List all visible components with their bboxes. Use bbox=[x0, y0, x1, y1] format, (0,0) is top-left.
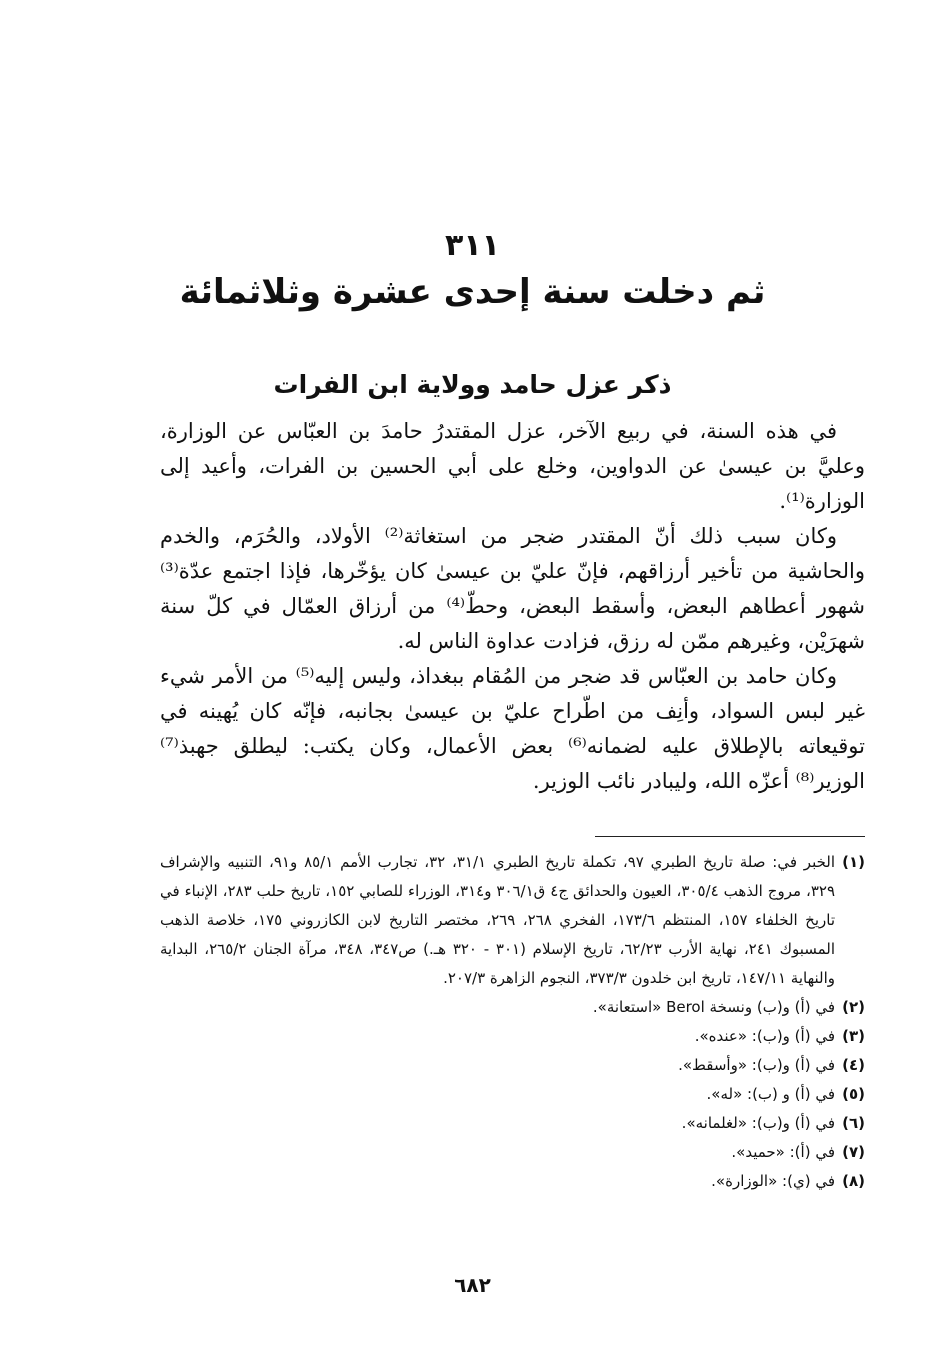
footnote-text: في (أ) و(ب): «عنده». bbox=[694, 1027, 835, 1045]
footnote-item bbox=[160, 1051, 865, 1080]
footnote-number: (١) bbox=[842, 853, 865, 871]
footnote-item bbox=[160, 993, 865, 1022]
footnote-item bbox=[160, 1109, 865, 1138]
footnote-number: (٤) bbox=[842, 1056, 865, 1074]
footnote-number: (٧) bbox=[842, 1143, 865, 1161]
year-title: ثم دخلت سنة إحدى عشرة وثلاثمائة bbox=[179, 272, 766, 312]
footnote-item bbox=[160, 1138, 865, 1167]
body-paragraph: في هذه السنة، في ربيع الآخر، عزل المقتدرُ حامدَ بن العبّاس عن الوزارة، وعليَّ بن عيسىٰ عن الدواوين، وخلع على أبي الحسين بن الفرات، وأعيد إلى الوزارة⁽¹⁾. bbox=[160, 419, 865, 513]
footnote-item bbox=[160, 848, 865, 993]
footnote-item bbox=[160, 1080, 865, 1109]
page-number: ٦٨٢ bbox=[454, 1273, 491, 1297]
footnote-item bbox=[160, 1167, 865, 1196]
footnote-number: (٣) bbox=[842, 1027, 865, 1045]
footnote-text: في (أ): «حميد». bbox=[731, 1143, 835, 1161]
footnote-number: (٦) bbox=[842, 1114, 865, 1132]
footnote-item bbox=[160, 1022, 865, 1051]
year-number: ٣١١ bbox=[445, 228, 500, 263]
footnote-text: في (أ) و(ب) ونسخة Berol «استعانة». bbox=[592, 998, 835, 1016]
body-paragraph: وكان حامد بن العبّاس قد ضجر من المُقام ببغداذ، وليس إليه⁽⁵⁾ من الأمر شيء غير لبس السواد، وأنِف من اطّراح عليّ بن عيسىٰ بجانبه، فإنّه كان يُهينه في توقيعاته بالإطلاق عليه لضمانه⁽⁶⁾ بعض الأعمال، وكان يكتب: ليطلق جهبذ⁽⁷⁾ الوزير⁽⁸⁾ أعزّه الله، وليبادر نائب الوزير. bbox=[160, 664, 865, 793]
footnote-number: (٢) bbox=[842, 998, 865, 1016]
footnote-divider bbox=[595, 836, 865, 837]
section-heading: ذكر عزل حامد وولاية ابن الفرات bbox=[273, 370, 672, 399]
footnote-text: في (ي): «الوزارة». bbox=[711, 1172, 835, 1190]
footnote-text: في (أ) و(ب): «لغلمانه». bbox=[681, 1114, 835, 1132]
body-text bbox=[160, 414, 865, 799]
footnote-number: (٥) bbox=[842, 1085, 865, 1103]
footnote-text: في (أ) و(ب): «وأسقط». bbox=[678, 1056, 835, 1074]
footnotes bbox=[160, 848, 865, 1196]
footnote-text: الخبر في: صلة تاريخ الطبري ٩٧، تكملة تاريخ الطبري ٣١/١، ٣٢، تجارب الأمم ٨٥/١ و٩١، التنبيه والإشراف ٣٢٩، مروج الذهب ٣٠٥/٤، العيون والحدائق ج٤ ق٣٠٦/١ و٣١٤، الوزراء للصابي ١٥٢، تاريخ حلب ٢٨٣، الإنباء في تاريخ الخلفاء ١٥٧، المنتظم ١٧٣/٦، الفخري ٢٦٨، ٢٦٩، مختصر التاريخ لابن الكازروني ١٧٥، خلاصة الذهب المسبوك ٢٤١، نهاية الأرب ٦٢/٢٣، تاريخ الإسلام (٣٠١ - ٣٢٠ هـ.) ص٣٤٧، ٣٤٨، مرآة الجنان ٢٦٥/٢، البداية والنهاية ١٤٧/١١، تاريخ ابن خلدون ٣٧٣/٣، النجوم الزاهرة ٢٠٧/٣. bbox=[160, 853, 836, 987]
footnote-text: في (أ) و (ب): «له». bbox=[706, 1085, 835, 1103]
body-paragraph: وكان سبب ذلك أنّ المقتدر ضجر من استغاثة⁽²⁾ الأولاد، والحُرَم، والخدم والحاشية من تأخير أرزاقهم، فإنّ عليّ بن عيسىٰ كان يؤخّرها، فإذا اجتمع عدّة⁽³⁾ شهور أعطاهم البعض، وأسقط البعض، وحطّ⁽⁴⁾ من أرزاق العمّال في كلّ سنة شهرَيْن، وغيرهم ممّن له رزق، فزادت عداوة الناس له. bbox=[160, 524, 866, 653]
footnote-number: (٨) bbox=[842, 1172, 865, 1190]
